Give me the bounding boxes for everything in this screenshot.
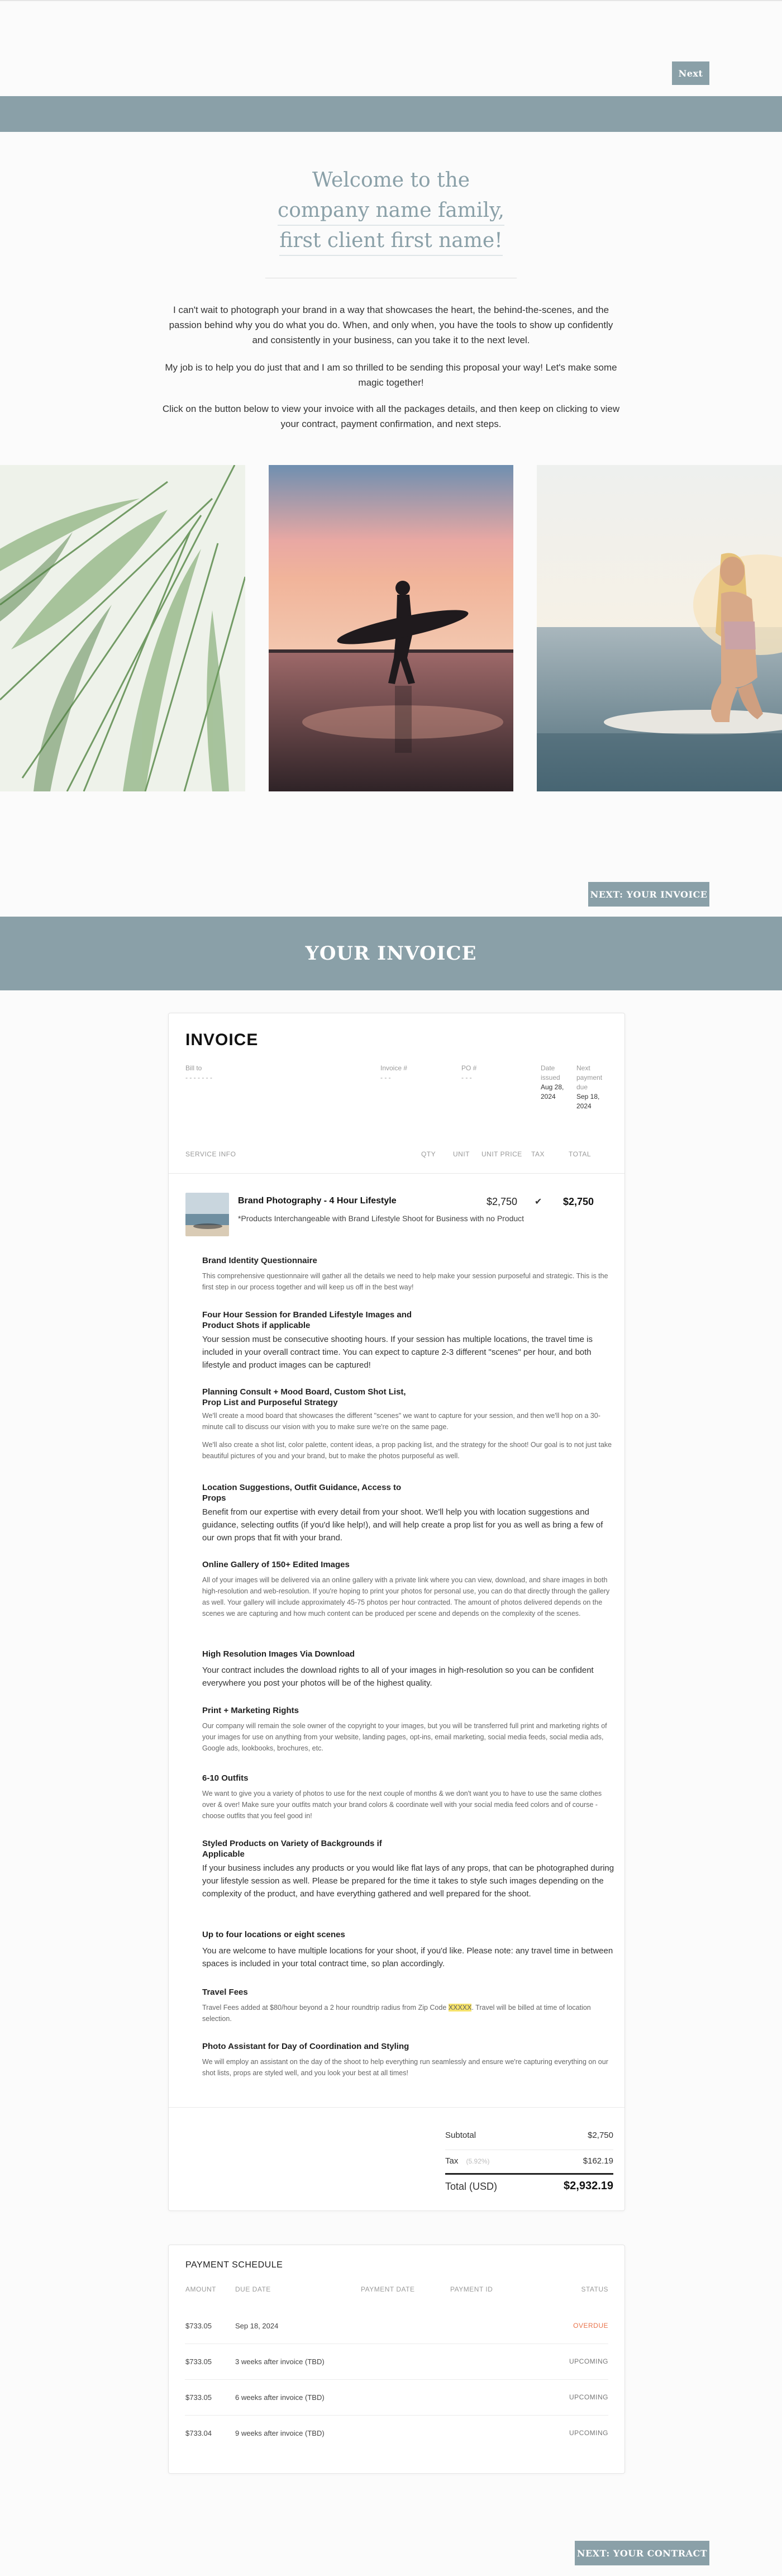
ps-status-badge: UPCOMING <box>569 2429 608 2437</box>
ps-col-payment-id: PAYMENT ID <box>450 2285 493 2293</box>
ps-amount: $733.04 <box>185 2429 212 2437</box>
totals-divider <box>169 2107 624 2108</box>
subtotal-value: $2,750 <box>588 2131 613 2140</box>
tax-label: Tax (5.92%) <box>445 2156 490 2166</box>
feature-desc: All of your images will be delivered via an online gallery with a private link where you can view, download, and share images in both high-resolution and web-resolution. If you're hoping to print your photos for personal use, you can do that directly through the gallery as well. Your gallery will include approximately 45-75 photos per hour contracted. The amount of photos delivered depends on the scenes we are capturing and how much content can be produced per scene and depends on the complexity of the scenes. <box>202 1576 610 1617</box>
feature-title: Four Hour Session for Branded Lifestyle Images and Product Shots if applicable <box>202 1310 412 1330</box>
feature-planning-consult <box>202 1387 614 1462</box>
total-divider <box>445 2173 613 2175</box>
tax-rate: (5.92%) <box>466 2157 490 2165</box>
subtotal-label: Subtotal <box>445 2131 476 2140</box>
date-issued <box>541 1064 565 1102</box>
feature-photo-assistant <box>202 2041 614 2079</box>
feature-desc: We will employ an assistant on the day of the shoot to help everything run seamlessly and ensure we're capturing everything on our shot lists, props are styled well, and you look your best at all times! <box>202 2058 608 2077</box>
next-contract-button[interactable]: NEXT: YOUR CONTRACT <box>575 2541 709 2565</box>
po-number <box>461 1064 528 1083</box>
ps-due-date: 9 weeks after invoice (TBD) <box>235 2429 325 2437</box>
next-payment-due <box>576 1064 608 1111</box>
next-invoice-button[interactable]: NEXT: YOUR INVOICE <box>588 882 709 907</box>
invoice-number <box>380 1064 447 1083</box>
photo-woman-surfboard <box>537 465 782 791</box>
column-divider <box>169 1173 624 1174</box>
feature-desc: Our company will remain the sole owner of the copyright to your images, but you will be transferred full print and marketing rights of your images for use on anything from your website, landing pages, opt-ins, email marketing, social media feeds, social media ads, Google ads, lookbooks, brochures, etc. <box>202 1722 607 1752</box>
payment-row <box>185 2308 608 2344</box>
feature-title: Online Gallery of 150+ Edited Images <box>202 1560 350 1569</box>
line-item-tax-check-icon: ✔ <box>535 1197 542 1207</box>
ps-col-amount: AMOUNT <box>185 2285 216 2293</box>
feature-desc: We'll create a mood board that showcases the different "scenes" we want to capture for your session, and then we'll hop on a 30-minute call to discuss our vision with you to make sure we're on the same page. <box>202 1412 600 1431</box>
ps-col-due-date: DUE DATE <box>235 2285 271 2293</box>
feature-desc: You are welcome to have multiple locations for your shoot, if you'd like. Please note: any travel time in between spaces is included in your total contract time, so plan accordingly. <box>202 1946 613 1968</box>
feature-title: 6-10 Outfits <box>202 1773 249 1783</box>
feature-title: Photo Assistant for Day of Coordination and Styling <box>202 2042 409 2051</box>
line-item-name: Brand Photography - 4 Hour Lifestyle <box>238 1196 397 1206</box>
ps-amount: $733.05 <box>185 2322 212 2330</box>
total-label: Total (USD) <box>445 2181 498 2192</box>
welcome-line-2: company name family, <box>278 197 504 226</box>
bill-to-value: - - - - - - - <box>185 1074 212 1081</box>
feature-desc: Benefit from our expertise with every detail from your shoot. We'll help you with location suggestions and guidance, selecting outfits (if you'd like help!), and will help create a prop list for you as well as bring a few of our own props that fit with your brand. <box>202 1507 603 1543</box>
col-total: TOTAL <box>569 1150 592 1158</box>
feature-desc: If your business includes any products or you would like flat lays of any props, that can be photographed during your lifestyle session as well. Please be prepared for the time it takes to style such images depending on the complexity of the product, and have everything gathered and well prepared for the shoot. <box>202 1863 614 1899</box>
col-unit: UNIT <box>453 1150 470 1158</box>
ps-status-badge: OVERDUE <box>573 2322 608 2330</box>
ps-col-payment-date: PAYMENT DATE <box>361 2285 415 2293</box>
payment-row <box>185 2380 608 2416</box>
ps-due-date: Sep 18, 2024 <box>235 2322 279 2330</box>
col-tax: TAX <box>531 1150 545 1158</box>
invoice-heading: INVOICE <box>185 1031 259 1049</box>
payment-row <box>185 2344 608 2380</box>
intro-paragraph-3: Click on the button below to view your invoice with all the packages details, and then keep on clicking to view your contract, payment confirmation, and next steps. <box>162 404 620 429</box>
ps-amount: $733.05 <box>185 2357 212 2366</box>
feature-travel-fees <box>202 1987 614 2024</box>
feature-desc: Your session must be consecutive shooting hours. If your session has multiple locations, the travel time is included in your overall contract time. You can expect to capture 2-3 different "scenes" per hour, and both lifestyle and product images can be captured! <box>202 1335 593 1370</box>
payment-schedule-title: PAYMENT SCHEDULE <box>185 2260 283 2270</box>
welcome-heading <box>0 165 782 256</box>
feature-title: Location Suggestions, Outfit Guidance, Access to Props <box>202 1483 402 1503</box>
col-service-info: SERVICE INFO <box>185 1150 236 1158</box>
feature-desc-2: We'll also create a shot list, color palette, content ideas, a prop packing list, and the strategy for the shoot! Our goal is to not just take beautiful pictures of you and your brand, but to make the photos purposeful as well. <box>202 1441 612 1460</box>
tax-value: $162.19 <box>583 2156 613 2166</box>
photo-surfer-sunset <box>269 465 513 791</box>
ps-due-date: 6 weeks after invoice (TBD) <box>235 2393 325 2402</box>
feature-desc: Your contract includes the download rights to all of your images in high-resolution so you can be confident everywhere you post your photos will be of the highest quality. <box>202 1666 594 1688</box>
welcome-line-1: Welcome to the <box>312 169 470 192</box>
ps-status-badge: UPCOMING <box>569 2393 608 2401</box>
feature-title: Up to four locations or eight scenes <box>202 1930 345 1939</box>
invoice-number-value: - - - <box>380 1074 391 1081</box>
line-item-unit-price: $2,750 <box>487 1196 518 1207</box>
col-qty: QTY <box>421 1150 436 1158</box>
ps-amount: $733.05 <box>185 2393 212 2402</box>
feature-outfits <box>202 1773 614 1821</box>
feature-styled-products <box>202 1838 614 1900</box>
header-band <box>0 96 782 132</box>
bill-to <box>185 1064 297 1083</box>
photo-palm-leaves <box>0 465 245 791</box>
feature-high-res-images <box>202 1649 614 1690</box>
intro-paragraph-1: I can't wait to photograph your brand in a way that showcases the heart, the behind-the-scenes, and the passion behind why you do what you do. When, and only when, you have the tools to show up confidently and consistently in your business, can you take it to the next level. <box>169 305 613 345</box>
feature-online-gallery <box>202 1559 614 1619</box>
feature-title: Planning Consult + Mood Board, Custom Shot List, Prop List and Purposeful Strategy <box>202 1387 406 1407</box>
total-value: $2,932.19 <box>564 2180 613 2192</box>
line-item-total: $2,750 <box>563 1196 594 1207</box>
feature-print-marketing-rights <box>202 1705 614 1754</box>
feature-title: Travel Fees <box>202 1987 248 1997</box>
zip-code-highlight: XXXXX <box>448 2004 472 2012</box>
ps-col-status: STATUS <box>581 2285 608 2293</box>
next-payment-due-label: Next payment due <box>576 1064 603 1091</box>
top-border <box>0 0 782 1</box>
date-issued-value: Aug 28, 2024 <box>541 1083 564 1100</box>
line-item-thumbnail <box>185 1193 229 1236</box>
feature-location-suggestions <box>202 1482 614 1544</box>
next-payment-due-value: Sep 18, 2024 <box>576 1093 600 1110</box>
feature-desc: Travel Fees added at $80/hour beyond a 2 hour roundtrip radius from Zip Code XXXXX. Travel will be billed at time of location selection. <box>202 2004 591 2023</box>
welcome-line-3: first client first name! <box>279 227 502 256</box>
date-issued-label: Date issued <box>541 1064 560 1081</box>
feature-title: Print + Marketing Rights <box>202 1706 299 1715</box>
ps-status-badge: UPCOMING <box>569 2357 608 2365</box>
ps-due-date: 3 weeks after invoice (TBD) <box>235 2357 325 2366</box>
feature-desc: This comprehensive questionnaire will gather all the details we need to help make your session purposeful and strategic. This is the first step in our process together and will keep us off in the best way! <box>202 1272 608 1291</box>
col-unit-price: UNIT PRICE <box>481 1150 522 1158</box>
payment-row <box>185 2416 608 2451</box>
feature-locations <box>202 1929 614 1970</box>
po-number-value: - - - <box>461 1074 472 1081</box>
feature-title: High Resolution Images Via Download <box>202 1649 355 1659</box>
intro-paragraph-2: My job is to help you do just that and I am so thrilled to be sending this proposal your way! Let's make some magic together! <box>165 362 617 388</box>
invoice-number-label: Invoice # <box>380 1064 408 1072</box>
next-button[interactable]: Next <box>672 61 709 85</box>
feature-title: Styled Products on Variety of Backgrounds if Applicable <box>202 1839 382 1859</box>
feature-brand-identity <box>202 1255 614 1293</box>
invoice-section-title: YOUR INVOICE <box>305 942 477 965</box>
po-number-label: PO # <box>461 1064 477 1072</box>
line-item-subtitle: *Products Interchangeable with Brand Lifestyle Shoot for Business with no Product <box>238 1214 524 1223</box>
feature-four-hour-session <box>202 1310 614 1372</box>
feature-title: Brand Identity Questionnaire <box>202 1256 317 1265</box>
bill-to-label: Bill to <box>185 1064 202 1072</box>
feature-desc: We want to give you a variety of photos to use for the next couple of months & we don't want you to have to use the same clothes over & over! Make sure your outfits match your brand colors & coordinate well with your social media feed colors and of course - choose outfits that you feel good in! <box>202 1790 602 1820</box>
